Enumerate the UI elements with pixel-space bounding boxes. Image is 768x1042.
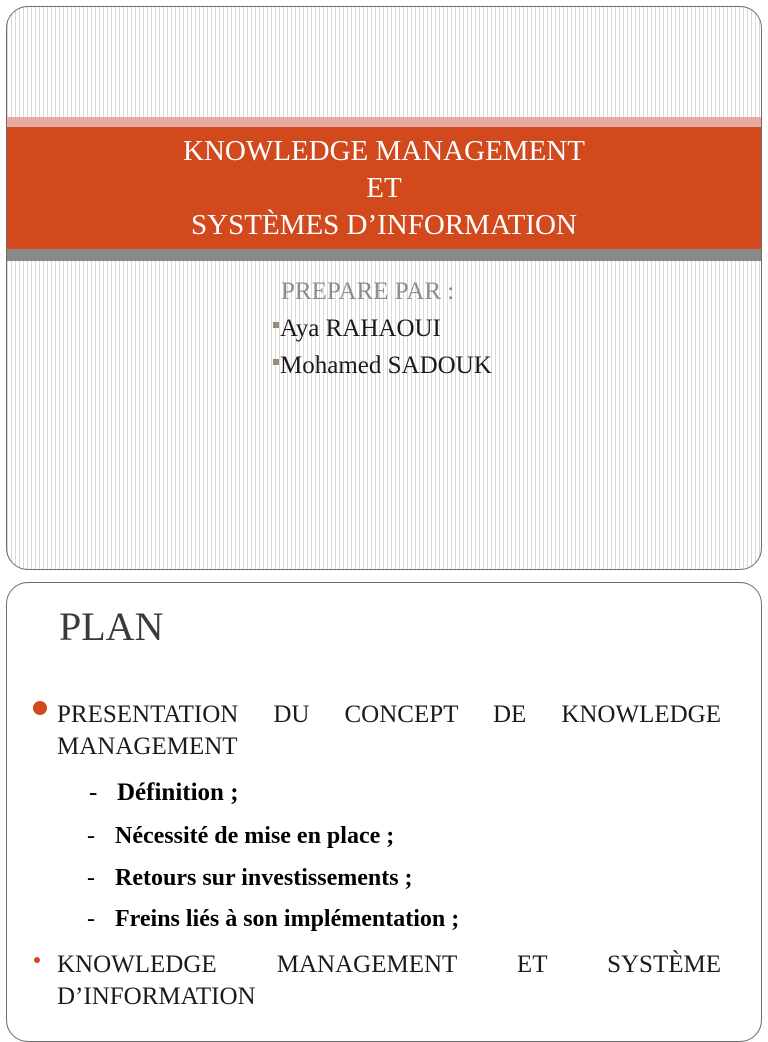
square-bullet-icon	[273, 322, 279, 328]
title-line: KNOWLEDGE MANAGEMENT	[183, 135, 585, 167]
plan-title: PLAN	[59, 604, 164, 649]
author-name: Aya RAHAOUI	[280, 315, 441, 342]
title-bottom-band	[7, 249, 761, 261]
subitem-text: Définition ;	[117, 779, 239, 806]
author-name: Mohamed SADOUK	[280, 352, 492, 379]
plan-subitem	[89, 779, 239, 807]
plan-subitem	[87, 906, 459, 933]
subitem-text: Nécessité de mise en place ;	[115, 823, 395, 849]
dot-bullet-icon	[34, 957, 40, 963]
dash-marker: -	[87, 906, 95, 932]
title-slide	[6, 6, 762, 570]
section-line: KNOWLEDGE MANAGEMENT ET SYSTÈME	[57, 951, 721, 978]
plan-section	[57, 699, 721, 763]
plan-subitem	[87, 823, 394, 850]
plan-section	[57, 949, 721, 1013]
author-item	[273, 315, 441, 343]
section-line: PRESENTATION DU CONCEPT DE KNOWLEDGE	[57, 701, 721, 728]
plan-subitem	[87, 865, 413, 892]
title-line: ET	[366, 172, 402, 204]
title-line: SYSTÈMES D’INFORMATION	[191, 209, 577, 241]
author-item	[273, 352, 492, 380]
section-line: D’INFORMATION	[57, 983, 256, 1010]
dash-marker: -	[87, 865, 95, 891]
subitem-text: Retours sur investissements ;	[115, 865, 413, 891]
circle-bullet-icon	[33, 701, 47, 715]
subitem-text: Freins liés à son implémentation ;	[115, 906, 460, 932]
slide-title	[7, 133, 761, 244]
section-line: MANAGEMENT	[57, 733, 238, 760]
dash-marker: -	[87, 823, 95, 849]
plan-slide	[6, 582, 762, 1042]
prepared-by-label: PREPARE PAR :	[281, 278, 455, 305]
dash-marker: -	[89, 779, 98, 806]
title-top-band	[7, 117, 761, 127]
square-bullet-icon	[273, 359, 279, 365]
